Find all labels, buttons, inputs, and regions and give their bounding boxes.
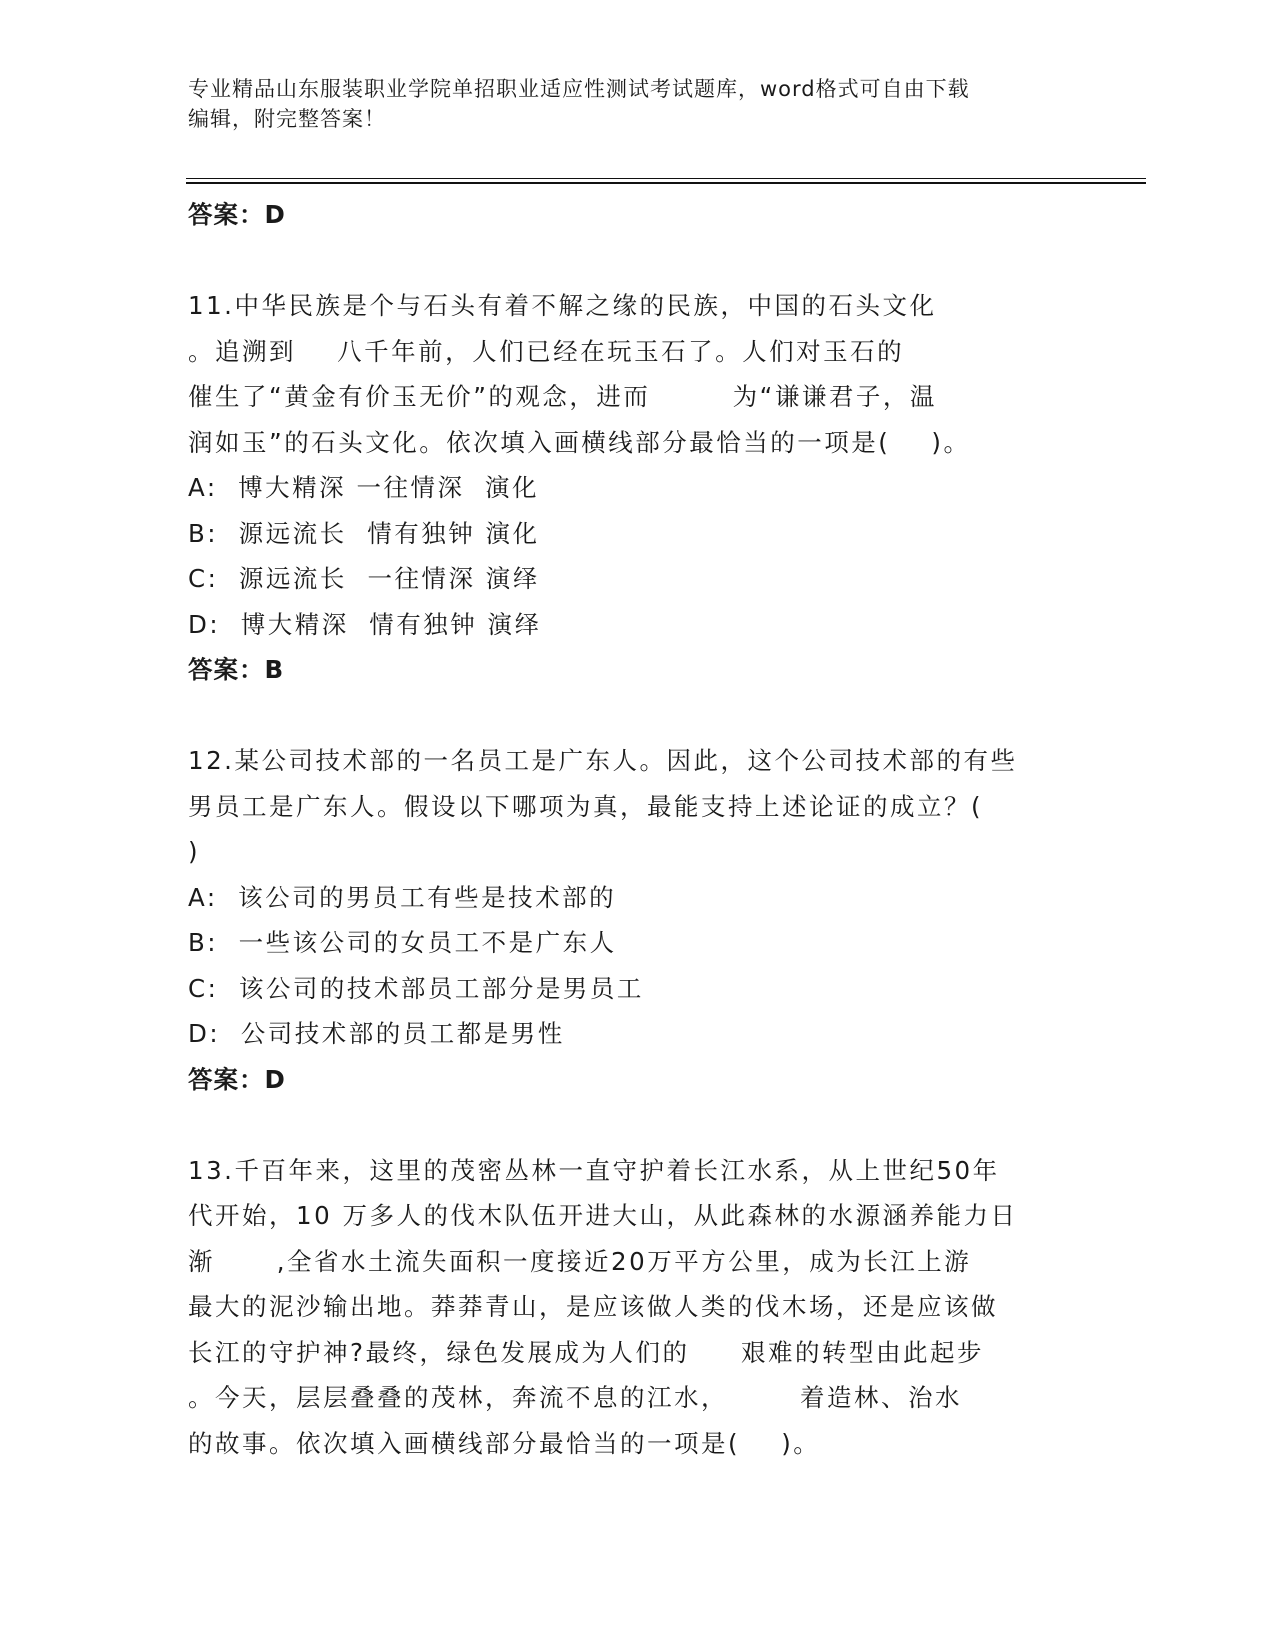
question-text-line: 润如玉”的石头文化。依次填入画横线部分最恰当的一项是( )。 xyxy=(188,427,971,457)
question-text-line: 代开始，10 万多人的伐木队伍开进大山，从此森林的水源涵养能力日 xyxy=(188,1201,1018,1230)
page-header xyxy=(188,74,1068,134)
spacer xyxy=(188,238,1068,284)
option-d: D: 公司技术部的员工都是男性 xyxy=(188,1019,565,1048)
header-divider-thick xyxy=(186,182,1146,184)
option-b: B: 一些该公司的女员工不是广东人 xyxy=(188,928,617,957)
question-text-line: 。追溯到 八千年前，人们已经在玩玉石了。人们对玉石的 xyxy=(188,336,905,366)
answer-line: 答案：D xyxy=(188,1064,286,1094)
question-text-line: 长江的守护神?最终，绿色发展成为人们的 艰难的转型由此起步 xyxy=(188,1337,984,1367)
question-text-line: 。今天，层层叠叠的茂林，奔流不息的江水， 着造林、治水 xyxy=(188,1383,963,1412)
header-line-2: 编辑，附完整答案！ xyxy=(188,107,386,131)
question-text-line: 男员工是广东人。假设以下哪项为真，最能支持上述论证的成立？( xyxy=(188,791,984,821)
option-b: B: 源远流长 情有独钟 演化 xyxy=(188,518,540,548)
question-text-line: 12.某公司技术部的一名员工是广东人。因此，这个公司技术部的有些 xyxy=(188,746,1018,775)
header-divider-thin xyxy=(186,178,1146,179)
option-a: A: 博大精深 一往情深 演化 xyxy=(188,473,540,502)
question-block xyxy=(188,283,1068,693)
spacer xyxy=(188,693,1068,739)
question-text-line: 最大的泥沙输出地。莽莽青山，是应该做人类的伐木场，还是应该做 xyxy=(188,1292,998,1321)
option-d: D: 博大精深 情有独钟 演绎 xyxy=(188,609,542,639)
question-text-line: 渐 ,全省水土流失面积一度接近20万平方公里，成为长江上游 xyxy=(188,1246,972,1276)
question-text-line: 11.中华民族是个与石头有着不解之缘的民族，中国的石头文化 xyxy=(188,291,937,320)
option-a: A: 该公司的男员工有些是技术部的 xyxy=(188,882,617,912)
header-line-1: 专业精品山东服装职业学院单招职业适应性测试考试题库，word格式可自由下载 xyxy=(188,77,970,101)
answer-line: 答案：B xyxy=(188,655,285,684)
answer-line: 答案：D xyxy=(188,200,286,229)
question-block xyxy=(188,1148,1068,1467)
question-text-line: 13.千百年来，这里的茂密丛林一直守护着长江水系，从上世纪50年 xyxy=(188,1155,1000,1185)
document-body xyxy=(188,192,1068,1466)
question-text-line: 催生了“黄金有价玉无价”的观念，进而 为“谦谦君子，温 xyxy=(188,382,937,411)
option-c: C: 源远流长 一往情深 演绎 xyxy=(188,564,540,593)
spacer xyxy=(188,1102,1068,1148)
question-text-line: 的故事。依次填入画横线部分最恰当的一项是( )。 xyxy=(188,1428,821,1458)
question-text-line: ) xyxy=(188,837,201,866)
option-c: C: 该公司的技术部员工部分是男员工 xyxy=(188,973,644,1003)
question-block xyxy=(188,738,1068,1102)
